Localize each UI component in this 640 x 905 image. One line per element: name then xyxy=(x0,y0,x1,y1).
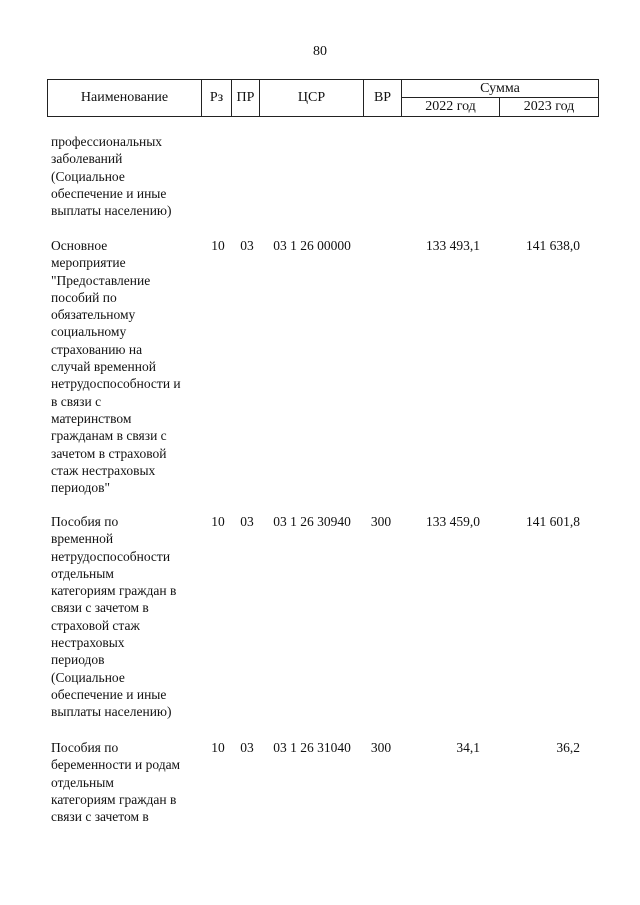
row-name-line: зачетом в страховой xyxy=(51,445,167,461)
row-name-line: временной xyxy=(51,531,114,547)
row-name-line: материнством xyxy=(51,410,132,426)
row-name-line: категориям граждан в xyxy=(51,791,177,807)
row-name-line: обязательному xyxy=(51,307,136,323)
row-name-line: стаж нестраховых xyxy=(51,462,156,478)
row-name-line: периодов xyxy=(51,652,105,668)
row-name-line: категориям граждан в xyxy=(51,583,177,599)
row-name-line: "Предоставление xyxy=(51,272,151,288)
row-pr: 03 xyxy=(240,740,254,755)
row-name xyxy=(51,133,203,219)
header-csr: ЦСР xyxy=(260,80,364,116)
row-name-line: (Социальное xyxy=(51,669,125,685)
row-name-line: Основное xyxy=(51,238,108,253)
row-sum-2023: 141 638,0 xyxy=(526,238,580,253)
row-vr: 300 xyxy=(370,740,392,755)
row-name-line: в связи с xyxy=(51,393,102,409)
row-rz: 10 xyxy=(211,238,225,253)
row-name-line: выплаты населению) xyxy=(51,203,172,219)
row-name-line: заболеваний xyxy=(51,151,123,167)
row-name-line: обеспечение и иные xyxy=(51,185,167,201)
row-rz: 10 xyxy=(211,740,225,755)
row-name-line: нетрудоспособности xyxy=(51,548,171,564)
row-name-line: нестраховых xyxy=(51,635,125,651)
row-sum-2022: 133 493,1 xyxy=(426,238,480,253)
row-name xyxy=(51,739,203,825)
row-name-line: периодов" xyxy=(51,480,111,496)
row-name-line: отдельным xyxy=(51,565,114,581)
header-pr: ПР xyxy=(232,80,260,116)
table-header xyxy=(47,79,599,117)
page-number: 80 xyxy=(313,44,327,59)
row-name xyxy=(51,237,203,496)
header-year-2023: 2023 год xyxy=(523,99,575,114)
header-sum: Сумма xyxy=(402,80,598,98)
row-sum-2023: 36,2 xyxy=(556,740,580,755)
row-name-line: гражданам в связи с xyxy=(51,428,167,444)
header-vr: ВР xyxy=(364,80,402,116)
row-name-line: отдельным xyxy=(51,774,114,790)
row-name-line: мероприятие xyxy=(51,255,126,271)
row-name-line: связи с зачетом в xyxy=(51,809,149,825)
row-name-line: случай временной xyxy=(51,359,156,375)
row-name-line: беременности и родам xyxy=(51,757,181,773)
row-sum-2023: 141 601,8 xyxy=(526,514,580,529)
row-name-line: Пособия по xyxy=(51,740,119,755)
row-pr: 03 xyxy=(240,514,254,529)
row-name-line: социальному xyxy=(51,324,127,340)
row-sum-2022: 133 459,0 xyxy=(426,514,480,529)
row-name-line: профессиональных xyxy=(51,134,163,149)
row-name-line: (Социальное xyxy=(51,168,125,184)
row-rz: 10 xyxy=(211,514,225,529)
row-name-line: выплаты населению) xyxy=(51,704,172,720)
row-name-line: пособий по xyxy=(51,289,117,305)
row-csr: 03 1 26 31040 xyxy=(273,740,351,755)
row-vr: 300 xyxy=(370,514,392,529)
header-rz: Рз xyxy=(202,80,232,116)
row-sum-2022: 34,1 xyxy=(456,740,480,755)
header-name: Наименование xyxy=(48,80,202,116)
header-year-2022: 2022 год xyxy=(402,98,500,116)
row-pr: 03 xyxy=(240,238,254,253)
row-name-line: обеспечение и иные xyxy=(51,686,167,702)
row-name-line: Пособия по xyxy=(51,514,119,529)
row-name-line: нетрудоспособности и xyxy=(51,376,181,392)
row-name xyxy=(51,513,203,721)
row-name-line: связи с зачетом в xyxy=(51,600,149,616)
row-csr: 03 1 26 00000 xyxy=(273,238,351,253)
row-name-line: страхованию на xyxy=(51,341,143,357)
row-name-line: страховой стаж xyxy=(51,617,140,633)
row-csr: 03 1 26 30940 xyxy=(273,514,351,529)
